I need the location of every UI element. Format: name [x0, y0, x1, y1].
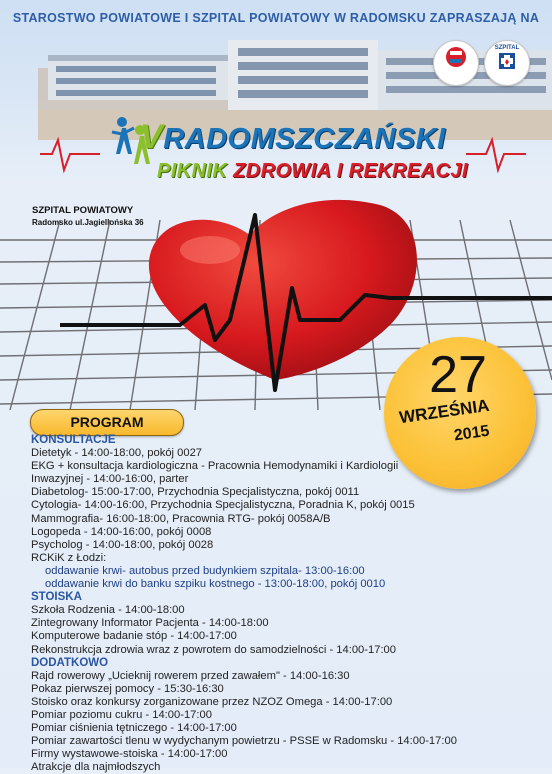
szpital-logo [484, 40, 530, 86]
program-item: Pomiar zawartości tlenu w wydychanym powietrzu - PSSE w Radomsku - 14:00-17:00 [31, 735, 457, 748]
program-item: Dietetyk - 14:00-18:00, pokój 0027 [31, 447, 203, 460]
powiat-logo [433, 40, 479, 86]
program-sub-item: oddawanie krwi- autobus przed budynkiem szpitala- 13:00-16:00 [45, 564, 365, 577]
program-label: PROGRAM [30, 409, 184, 436]
program-item: Firmy wystawowe-stoiska - 14:00-17:00 [31, 748, 228, 761]
ecg-pulse-right-icon [466, 132, 526, 177]
title-zdrowia: ZDROWIA I REKREACJI [233, 160, 468, 182]
szpital-cross-icon [485, 51, 529, 71]
section-consultations [31, 434, 531, 591]
program-item: Komputerowe badanie stóp - 14:00-17:00 [31, 630, 237, 643]
event-title-line1 [140, 118, 446, 157]
section-title: KONSULTACJE [31, 434, 116, 446]
program-item: Rajd rowerowy „Ucieknij rowerem przed zawałem" - 14:00-16:30 [31, 669, 350, 682]
program-item: Pomiar ciśnienia tętniczego - 14:00-17:00 [31, 722, 237, 735]
program-item: Diabetolog- 15:00-17:00, Przychodnia Specjalistyczna, pokój 0011 [31, 486, 360, 499]
program-list [31, 434, 531, 774]
program-item: Stoisko oraz konkursy zorganizowane przez NZOZ Omega - 14:00-17:00 [31, 695, 393, 708]
header-invitation: STAROSTWO POWIATOWE I SZPITAL POWIATOWY W RADOMSKU ZAPRASZAJĄ NA [12, 11, 540, 25]
program-item: Pomiar poziomu cukru - 14:00-17:00 [31, 708, 212, 721]
szpital-logo-top: SZPITAL [494, 45, 520, 51]
hospital-address: Radomsko ul.Jagiellońska 36 [32, 218, 144, 227]
date-year: 2015 [452, 422, 491, 445]
program-item: Rekonstrukcja zdrowia wraz z powrotem do samodzielności - 14:00-17:00 [31, 643, 397, 656]
program-item: Szkoła Rodzenia - 14:00-18:00 [31, 604, 185, 617]
section-stands [31, 591, 531, 656]
title-piknik: PIKNIK [157, 160, 228, 182]
program-item: Inwazyjnej - 14:00-16:00, parter [31, 473, 189, 486]
program-item: Zintegrowany Informator Pacjenta - 14:00-18:00 [31, 617, 269, 630]
program-item: Atrakcje dla najmłodszych [31, 761, 161, 774]
program-item: Logopeda - 14:00-16:00, pokój 0008 [31, 525, 212, 538]
program-item: Mammografia- 16:00-18:00, Pracownia RTG- pokój 0058A/B [31, 512, 331, 525]
date-day: 27 [429, 346, 487, 404]
powiat-emblem-icon [434, 41, 478, 71]
section-title: DODATKOWO [31, 656, 109, 669]
date-month: WRZEŚNIA [398, 395, 491, 428]
section-title: STOISKA [31, 591, 82, 604]
title-line1-rest: RADOMSZCZAŃSKI [163, 123, 446, 155]
program-item: RCKiK z Łodzi: [31, 551, 107, 564]
ecg-pulse-left-icon [40, 132, 100, 177]
program-item: EKG + konsultacja kardiologiczna - Pracownia Hemodynamiki i Kardiologii [31, 460, 399, 473]
program-item: Psycholog - 14:00-18:00, pokój 0028 [31, 538, 214, 551]
hospital-name: SZPITAL POWIATOWY [32, 205, 134, 216]
program-item: Pokaz pierwszej pomocy - 15:30-16:30 [31, 682, 224, 695]
program-sub-item: oddawanie krwi do banku szpiku kostnego - 13:00-18:00, pokój 0010 [45, 578, 386, 591]
program-item: Cytologia- 14:00-16:00, Przychodnia Specjalistyczna, Poradnia K, pokój 0015 [31, 499, 415, 512]
title-first-letter: V [140, 118, 164, 156]
section-additional [31, 657, 531, 774]
